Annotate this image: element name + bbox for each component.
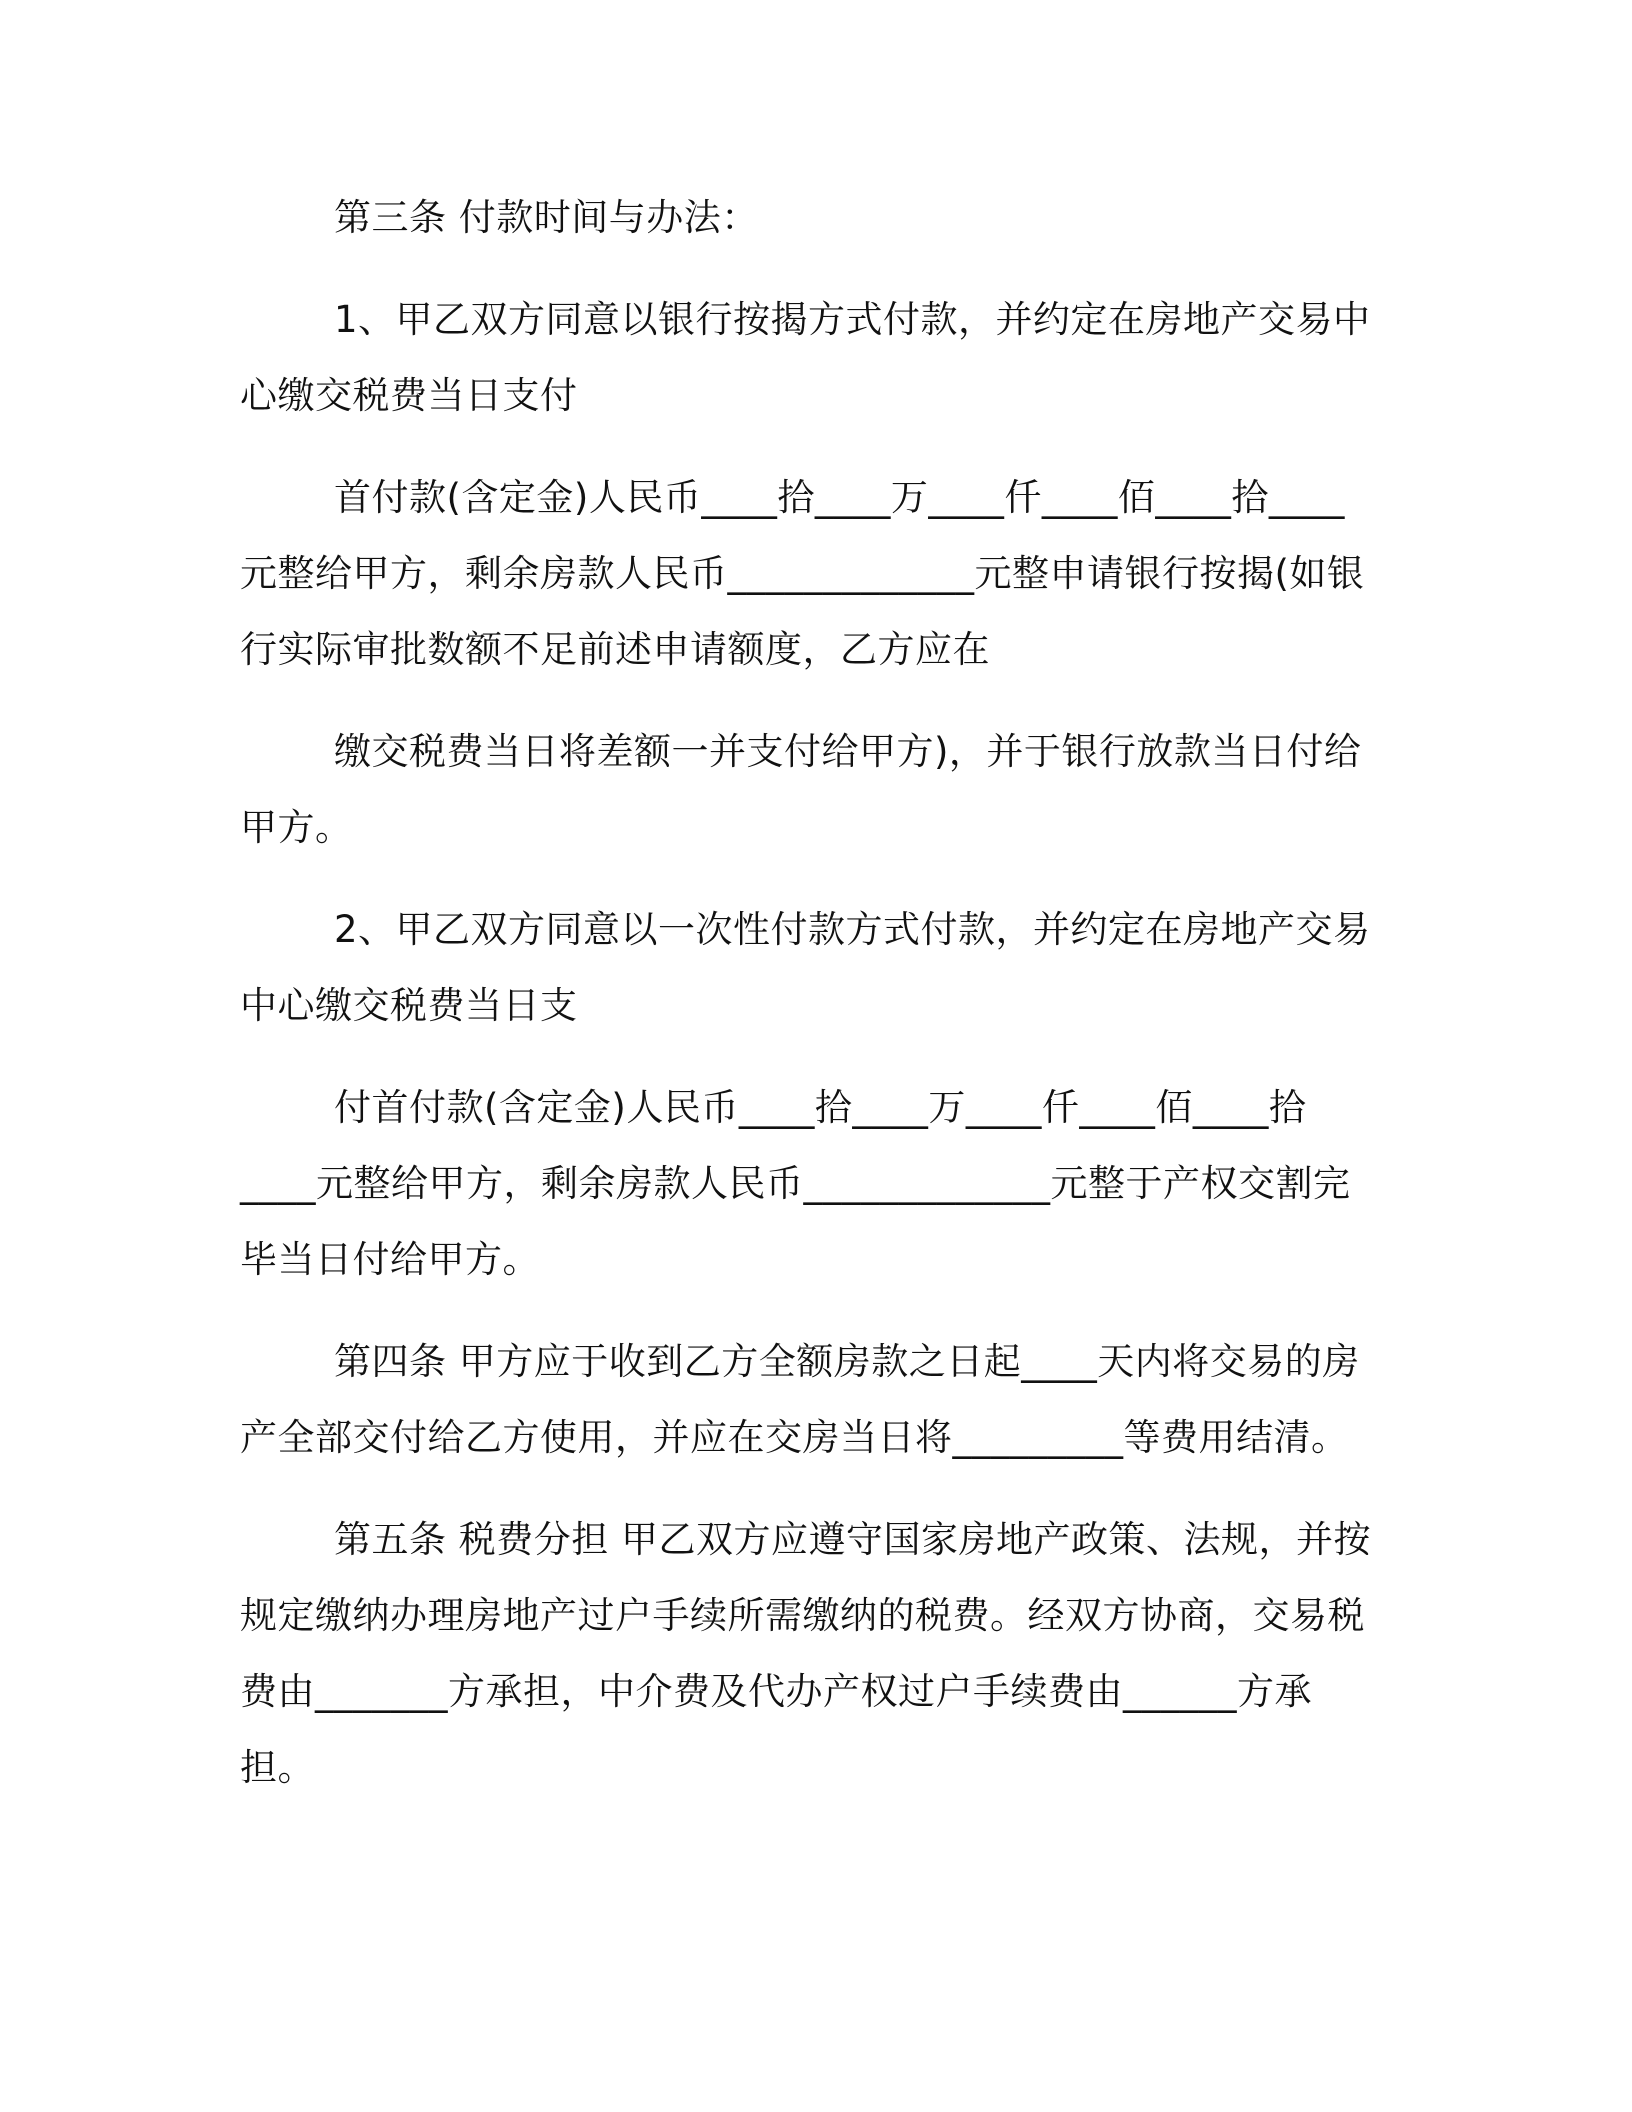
clause-2-line-2: 中心缴交税费当日支 [240, 984, 578, 1027]
clause-1-payment-line-1: 首付款(含定金)人民币____拾____万____仟____佰____拾____ [334, 476, 1345, 519]
clause-1-balance-line-2: 甲方。 [240, 806, 353, 849]
article-5-line-4: 担。 [240, 1746, 315, 1789]
article-3-heading: 第三条 付款时间与办法： [334, 196, 759, 239]
clause-1-payment-line-3: 行实际审批数额不足前述申请额度，乙方应在 [240, 628, 990, 671]
clause-1-line-2: 心缴交税费当日支付 [240, 374, 578, 417]
clause-2-payment-line-3: 毕当日付给甲方。 [240, 1238, 540, 1281]
clause-1-line-1: 1、甲乙双方同意以银行按揭方式付款，并约定在房地产交易中 [334, 298, 1371, 341]
clause-1-payment-line-2: 元整给甲方，剩余房款人民币_____________元整申请银行按揭(如银 [240, 552, 1365, 595]
clause-2-line-1: 2、甲乙双方同意以一次性付款方式付款，并约定在房地产交易 [334, 908, 1371, 951]
clause-2-payment-line-2: ____元整给甲方，剩余房款人民币_____________元整于产权交割完 [240, 1162, 1351, 1205]
article-4-line-2: 产全部交付给乙方使用，并应在交房当日将_________等费用结清。 [240, 1416, 1349, 1459]
article-5-line-1: 第五条 税费分担 甲乙双方应遵守国家房地产政策、法规，并按 [334, 1518, 1372, 1561]
clause-2-payment-line-1: 付首付款(含定金)人民币____拾____万____仟____佰____拾 [334, 1086, 1307, 1129]
article-5-line-3: 费由_______方承担，中介费及代办产权过户手续费由______方承 [240, 1670, 1312, 1713]
clause-1-balance-line-1: 缴交税费当日将差额一并支付给甲方)，并于银行放款当日付给 [334, 730, 1362, 773]
article-5-line-2: 规定缴纳办理房地产过户手续所需缴纳的税费。经双方协商，交易税 [240, 1594, 1365, 1637]
article-4-line-1: 第四条 甲方应于收到乙方全额房款之日起____天内将交易的房 [334, 1340, 1360, 1383]
